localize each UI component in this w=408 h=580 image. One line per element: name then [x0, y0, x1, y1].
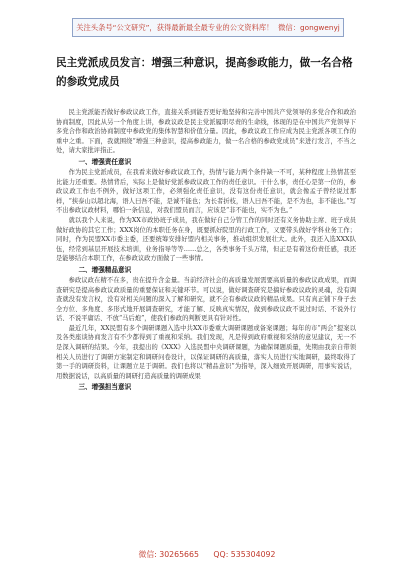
paragraph-intro: 民主党派能否做好参政议政工作，直接关系到能否更好地坚持和完善中国共产党领导的多党合作和政治协商制度，因此从另一个角度上讲，参政议政是民主党派履职尽责的生命线，体现的是在中国共产党领导下多党合作和政治协商制度中参政党的集体智慧和价值分量。因此，参政议政工作应成为民主党派各项工作的重中之重。下面，我就围绕“增强三种意识，提高参政能力，做一名合格的参政党成员”来进行发言，不当之处，请大家批评指正。: [56, 109, 356, 155]
banner-text: 关注头条号“公文研究”，获得最新最全最专业的公文资料库！: [76, 23, 274, 32]
footer-wechat: 微信: 30265665: [138, 550, 199, 559]
footer-qq: QQ: 535304092: [213, 550, 276, 559]
document-title: 民主党派成员发言：增强三种意识，提高参政能力，做一名合格的参政党成员: [56, 57, 353, 88]
paragraph-2: 就以我个人来说，作为XX市政协班子成员，我在做好自己分管工作的同时还有义务协助主席、班子成员做好政协的其它工作；XXX岗位的本职任务在身，既要抓好院里的行政工作，又要带头做好学科业务工作；同时，作为民盟XX市委主委，还要统筹安排好盟内相关事务，推动组织发展壮大。此外，我还入选XXX队伍，经常到基层开展技术培训，业务指导等等……总之，各类事务千头万绪，但正是有着这份责任感，我还是能够结合本职工作，在参政议政方面做了一些事情。: [56, 216, 356, 263]
header-banner: [72, 18, 344, 37]
document-body: [56, 108, 356, 393]
footer-contact: [72, 549, 342, 560]
section-heading-3: 三、增强担当意识: [78, 383, 132, 392]
paragraph-4: 最近几年，XX民盟有多个调研课题入选中共XX市委重大调研课题或备案课题；每年的市“两会”提案以及各类座谈协商发言有不少都得到了重视和采纳。我们发现，凡是得到政府重视和采纳的意见建议，无一不是深入调研的结果。今年，我提出的《XXX》入选民盟中央调研课题，为确保课题质量，先期由我亲自带领相关人员进行了调研方案制定和调研问卷设计，以保证调研的高质量，落实人员进行实地调研，最终取得了第一手的调研资料，让课题立足于调研。我们也将以“精品意识”为指导，深入细致开展调研，用事实说话，用数据说话，以高质量的调研打造高质量的调研成果: [56, 324, 356, 380]
banner-wechat: 微信：gongwenyj: [278, 23, 340, 32]
section-heading-2: 二、增强精品意识: [78, 265, 132, 274]
paragraph-1: 作为民主党派成员，在我看来做好参政议政工作，热情与能力两个条件缺一不可，某种程度上热情甚至比能力还重要。热情背后，实际上是做好党派参政议政工作的责任意识。干什么事，责任心是第一位的，参政议政工作也不例外，做好这项工作，必须强化责任意识，没有这份责任意识，就会像孟子曾经说过那样，“挟泰山以超北海，语人曰吾不能，是诚不能也；为长者折枝，语人曰吾不能，是不为也，非不能也。”写不出参政议政材料，哪怕一条信息，对我们盟员而言，应该是“非不能也，实不为也。”: [56, 168, 356, 215]
paragraph-3: 参政议政在精不在多，贵在提升含金量。当前经济社会的高质量发展需要高质量的参政议政成果，而调查研究是提高参政议政质量的重要保证和关键环节。可以说，做好调查研究是搞好参政议政的灵魂，没有调查就没有发言权，没有对相关问题的深入了解和研究，就不会有参政议政的精品成果。只有真正铺下身子去全方位、多角度、多形式地开展调查研究，才能了解、反映真实情况，做到参政议政不说过时话、不说外行话、不说平庸话、不放“马后炮”，使我们参政的判断更具有针对性。: [56, 276, 356, 323]
section-heading-1: 一、增强责任意识: [78, 157, 132, 166]
